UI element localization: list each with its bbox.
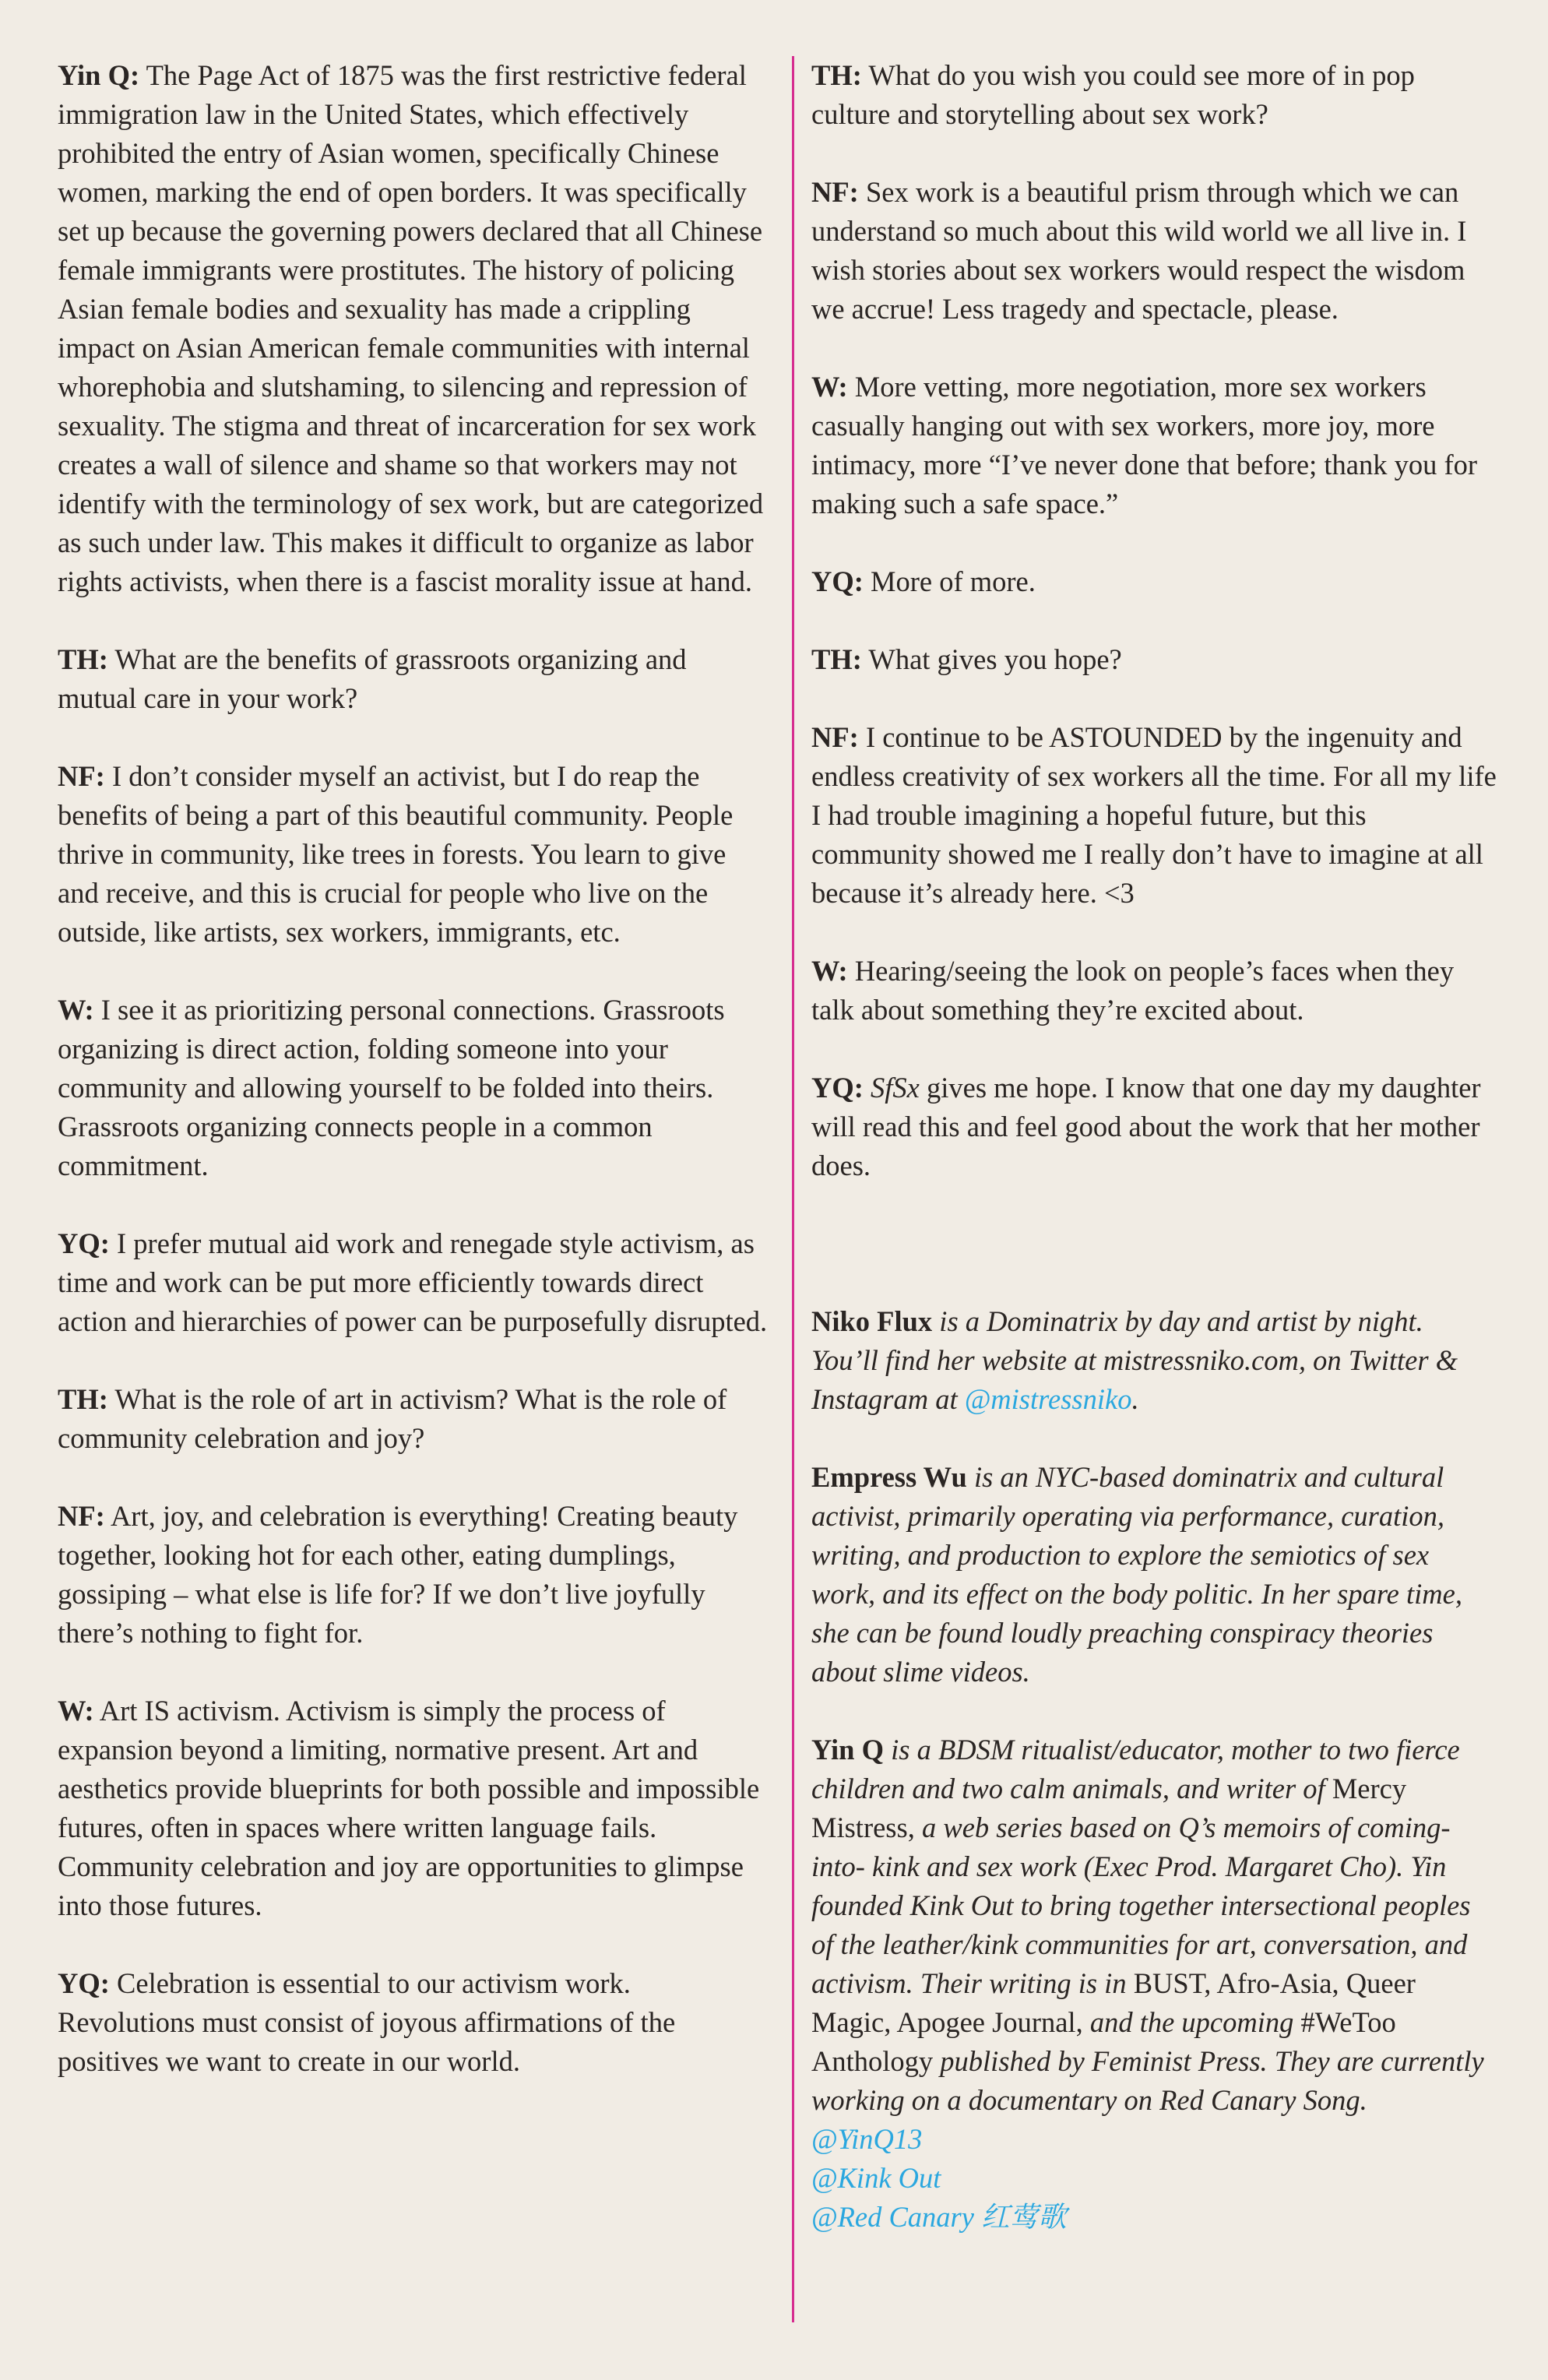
right-column (811, 56, 1497, 2276)
answer-yq: YQ: More of more. (811, 565, 1036, 597)
red-canary-link[interactable]: @Red Canary 红莺歌 (811, 2201, 1067, 2233)
spacer (811, 1224, 1497, 1302)
answer-w: W: Art IS activism. Activism is simply the process of expansion beyond a limiting, normative present. Art and aesthetics provide blueprints for both possible and impossible futures, often in spaces where written language fails. Community celebration and joy are opportunities to glimpse into those futures. (58, 1695, 760, 1921)
answer-yin-q: Yin Q: The Page Act of 1875 was the first restrictive federal immigration law in the United States, which effectively prohibited the entry of Asian women, specifically Chinese women, marking the end of open borders. It was specifically set up because the governing powers declared that all Chinese female immigrants were prostitutes. The history of policing Asian female bodies and sexuality has made a crippling impact on Asian American female communities with internal whorephobia and slutshaming, to silencing and repression of sexuality. The stigma and threat of incarceration for sex work creates a wall of silence and shame so that workers may not identify with the terminology of sex work, but are categorized as such under law. This makes it difficult to organize as labor rights activists, when there is a fascist morality issue at hand. (58, 59, 764, 597)
answer-nf: NF: I don’t consider myself an activist, but I do reap the benefits of being a part of this beautiful community. People thrive in community, like trees in forests. You learn to give and receive, and this is crucial for people who live on the outside, like artists, sex workers, immigrants, etc. (58, 760, 734, 948)
question-th: TH: What gives you hope? (811, 643, 1122, 675)
column-divider (792, 56, 794, 2322)
kink-out-link[interactable]: @Kink Out (811, 2162, 941, 2194)
answer-yq-hope: YQ: SfSx gives me hope. I know that one day my daughter will read this and feel good about the work that her mother does. (811, 1072, 1481, 1181)
bio-yin-q: Yin Q is a BDSM ritualist/educator, mother to two fierce children and two calm animals, and writer of Mercy Mistress, a web series based on Q’s memoirs of coming-into- kink and sex work (Exec Prod. Margaret Cho). Yin founded Kink Out to bring together intersectional peoples of the leather/kink communities for art, conversation, and activism. Their writing is in BUST, Afro-Asia, Queer Magic, Apogee Journal, and the upcoming #WeToo Anthology published by Feminist Press. They are currently working on a documentary on Red Canary Song. @YinQ13 @Kink Out @Red Canary 红莺歌 (811, 1730, 1497, 2237)
answer-yq: YQ: I prefer mutual aid work and renegade style activism, as time and work can be put more efficiently towards direct action and hierarchies of power can be purposefully disrupted. (58, 1227, 768, 1337)
question-th: TH: What are the benefits of grassroots organizing and mutual care in your work? (58, 643, 687, 714)
bio-niko-flux: Niko Flux is a Dominatrix by day and artist by night. You’ll find her website at mistressniko.com, on Twitter & Instagram at @mistressniko. (811, 1305, 1458, 1415)
mistressniko-link[interactable]: @mistressniko (964, 1383, 1132, 1415)
question-th: TH: What do you wish you could see more of in pop culture and storytelling about sex work? (811, 59, 1415, 130)
answer-w: W: I see it as prioritizing personal connections. Grassroots organizing is direct action, folding someone into your community and allowing yourself to be folded into theirs. Grassroots organizing connects people in a common commitment. (58, 994, 725, 1181)
answer-nf: NF: Sex work is a beautiful prism through which we can understand so much about this wild world we all live in. I wish stories about sex workers would respect the wisdom we accrue! Less tragedy and spectacle, please. (811, 176, 1467, 325)
bio-empress-wu: Empress Wu is an NYC-based dominatrix and cultural activist, primarily operating via performance, curation, writing, and production to explore the semiotics of sex work, and its effect on the body politic. In her spare time, she can be found loudly preaching conspiracy theories about slime videos. (811, 1461, 1462, 1688)
answer-w: W: More vetting, more negotiation, more sex workers casually hanging out with sex workers, more joy, more intimacy, more “I’ve never done that before; thank you for making such a safe space.” (811, 371, 1478, 519)
left-column (58, 56, 772, 2120)
answer-yq: YQ: Celebration is essential to our activism work. Revolutions must consist of joyous affirmations of the positives we want to create in our world. (58, 1967, 676, 2077)
answer-nf: NF: Art, joy, and celebration is everything! Creating beauty together, looking hot for each other, eating dumplings, gossiping – what else is life for? If we don’t live joyfully there’s nothing to fight for. (58, 1500, 738, 1649)
question-th: TH: What is the role of art in activism? What is the role of community celebration and joy? (58, 1383, 727, 1454)
answer-w: W: Hearing/seeing the look on people’s faces when they talk about something they’re excited about. (811, 955, 1455, 1026)
answer-nf: NF: I continue to be ASTOUNDED by the ingenuity and endless creativity of sex workers all the time. For all my life I had trouble imagining a hopeful future, but this community showed me I really don’t have to imagine at all because it’s already here. <3 (811, 721, 1497, 909)
yinq13-link[interactable]: @YinQ13 (811, 2123, 923, 2155)
